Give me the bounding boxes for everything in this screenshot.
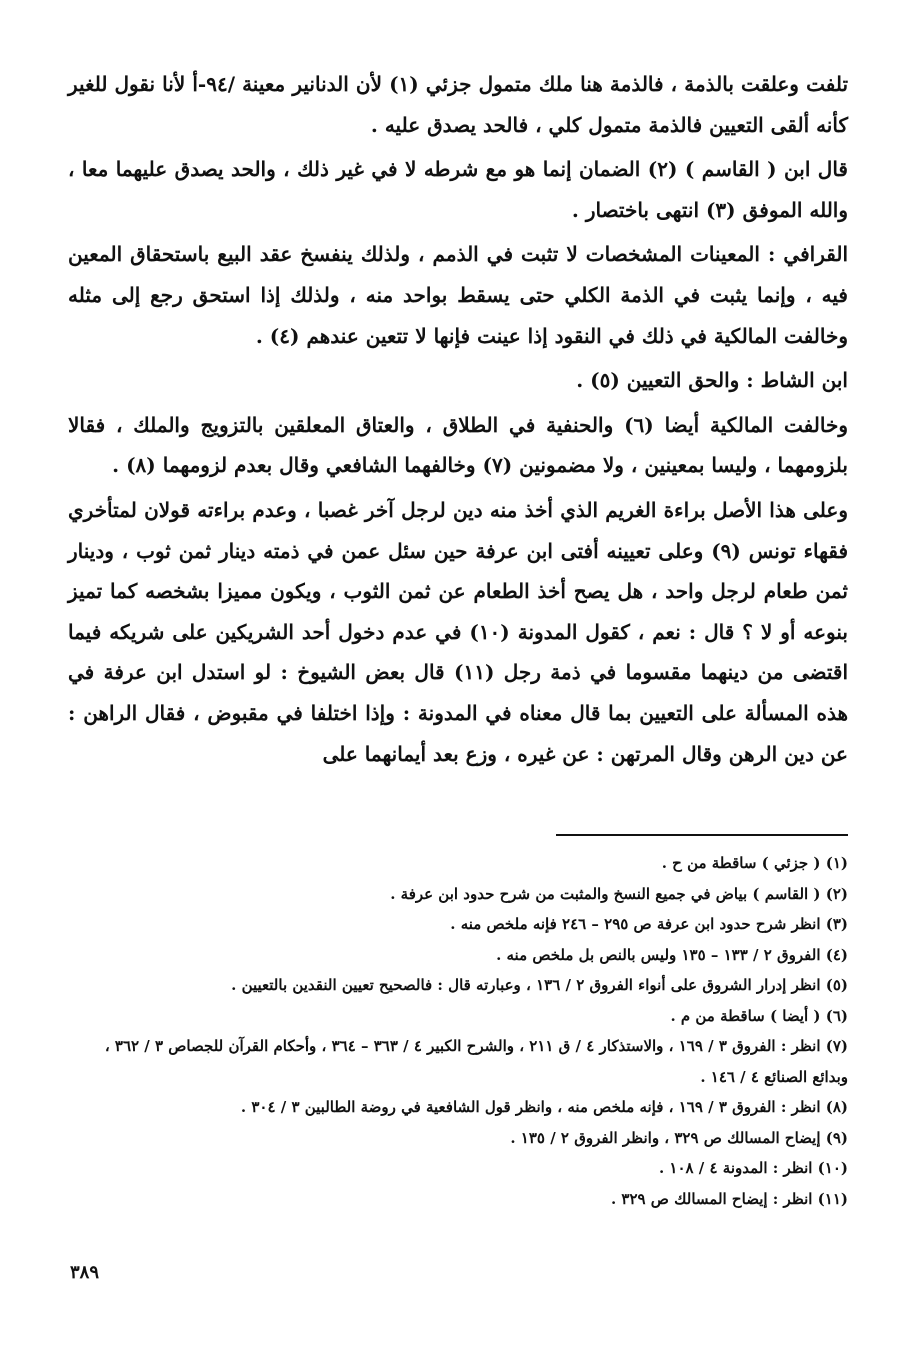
footnote-5: (٥) انظر إدرار الشروق على أنواء الفروق ٢ / ١٣٦ ، وعبارته قال : فالصحيح تعيين النقدين بالتعيين .: [231, 976, 848, 994]
paragraph-5: وخالفت المالكية أيضا (٦) والحنفية في الطلاق ، والعتاق المعلقين بالتزويج والملك ، فقالا بلزومهما ، وليسا بمعينين ، ولا مضمونين (٧) وخالفهما الشافعي وقال بعدم لزومهما (٨) .: [68, 412, 848, 478]
footnote-9: (٩) إيضاح المسالك ص ٣٢٩ ، وانظر الفروق ٢ / ١٣٥ .: [510, 1128, 848, 1147]
paragraph-6: وعلى هذا الأصل براءة الغريم الذي أخذ منه دين لرجل آخر غصبا ، وعدم براءته قولان لمتأخري فقهاء تونس (٩) وعلى تعيينه أفتى ابن عرفة حين سئل عمن في ذمته دينار ثمن ثوب ، ودينار ثمن طعام لرجل واحد ، هل يصح أخذ الطعام عن ثمن الثوب ، ويكون مميزا بشخصه كما تميز بنوعه أو لا ؟ قال : نعم ، كقول المدونة (١٠) في عدم دخول أحد الشريكين على شريكه فيما اقتضى من دينهما مقسوما في ذمة رجل (١١) قال بعض الشيوخ : لو استدل ابن عرفة في هذه المسألة على التعيين بما قال معناه في المدونة : وإذا اختلفا في مقبوض ، فقال الراهن : عن دين الرهن وقال المرتهن : عن غيره ، وزع بعد أيمانهما على: [68, 497, 849, 766]
paragraph-1: تلفت وعلقت بالذمة ، فالذمة هنا ملك متمول جزئي (١) لأن الدنانير معينة /٩٤-أ لأنا نقول للغير كأنه ألقى التعيين فالذمة متمول كلي ، فالحد يصدق عليه .: [68, 72, 849, 137]
footnote-10: (١٠) انظر : المدونة ٤ / ١٠٨ .: [658, 1159, 848, 1177]
footnotes: [68, 848, 848, 1214]
page-number: ٣٨٩: [70, 1262, 100, 1283]
footnote-1: (١) ( جزئي ) ساقطة من ح .: [661, 854, 848, 872]
footnote-6: (٦) ( أيضا ) ساقطة من م .: [670, 1006, 848, 1025]
footnote-8: (٨) انظر : الفروق ٣ / ١٦٩ ، فإنه ملخص منه ، وانظر قول الشافعية في روضة الطالبين ٣ / ٣٠٤ .: [240, 1098, 848, 1116]
paragraph-3: القرافي : المعينات المشخصات لا تثبت في الذمم ، ولذلك ينفسخ عقد البيع باستحقاق المعين فيه ، وإنما يثبت في الذمة الكلي حتى يسقط بواحد منه ، ولذلك إذا استحق رجع إلى مثله وخالفت المالكية في ذلك في النقود إذا عينت فإنها لا تتعين عندهم (٤) .: [68, 242, 848, 348]
paragraph-4: ابن الشاط : والحق التعيين (٥) .: [576, 368, 848, 393]
paragraph-2: قال ابن ( القاسم ) (٢) الضمان إنما هو مع شرطه لا في غير ذلك ، والحد يصدق عليهما معا ، والله الموفق (٣) انتهى باختصار .: [68, 157, 848, 222]
footnote-4: (٤) الفروق ٢ / ١٣٣ – ١٣٥ وليس بالنص بل ملخص منه .: [496, 945, 848, 964]
footnote-3: (٣) انظر شرح حدود ابن عرفة ص ٢٩٥ – ٢٤٦ فإنه ملخص منه .: [450, 915, 848, 933]
footnote-7: (٧) انظر : الفروق ٣ / ١٦٩ ، والاستذكار ٤ / ق ٢١١ ، والشرح الكبير ٤ / ٣٦٣ – ٣٦٤ ، وأحكام القرآن للجصاص ٣ / ٣٦٢ ، وبدائع الصنائع ٤ / ١٤٦ .: [104, 1037, 848, 1086]
main-text: [68, 64, 848, 778]
footnote-11: (١١) انظر : إيضاح المسالك ص ٣٢٩ .: [610, 1189, 848, 1208]
footnote-divider: [556, 834, 848, 836]
footnote-2: (٢) ( القاسم ) بياض في جميع النسخ والمثبت من شرح حدود ابن عرفة .: [390, 884, 848, 903]
